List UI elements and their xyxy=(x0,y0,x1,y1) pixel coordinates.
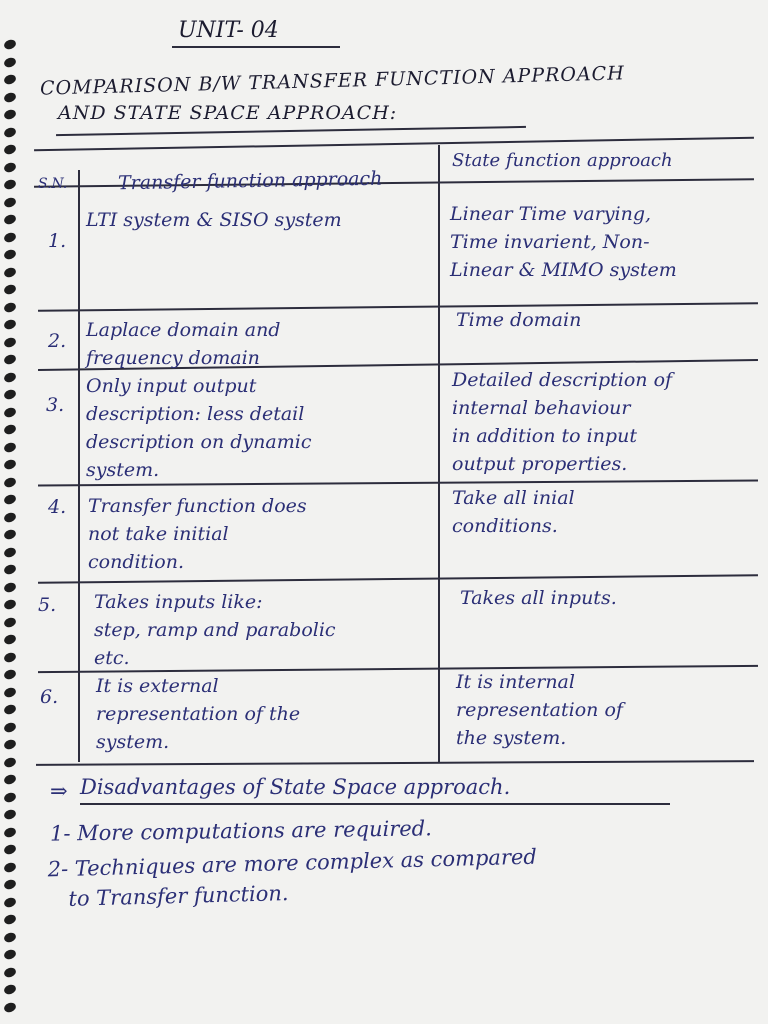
spiral-ring xyxy=(3,633,17,646)
row-2-state: Time domain xyxy=(456,309,582,331)
spiral-ring xyxy=(3,161,17,174)
spiral-ring xyxy=(3,843,17,856)
row-6-state: It is internal representation of the system. xyxy=(456,671,623,749)
spiral-ring xyxy=(3,423,17,436)
spiral-ring xyxy=(3,721,17,734)
spiral-ring xyxy=(3,931,17,944)
disadvantages-title: Disadvantages of State Space approach. xyxy=(80,775,511,799)
spiral-ring xyxy=(3,143,17,156)
row-5-sn: 5. xyxy=(38,594,57,616)
row-1-transfer: LTI system & SISO system xyxy=(86,209,342,231)
spiral-ring xyxy=(3,581,17,594)
header-sn: S.N. xyxy=(38,176,68,192)
spiral-ring xyxy=(3,651,17,664)
spiral-ring xyxy=(3,616,17,629)
spiral-ring xyxy=(3,126,17,139)
spiral-ring xyxy=(3,983,17,996)
spiral-ring xyxy=(3,371,17,384)
spiral-ring xyxy=(3,493,17,506)
row-6-transfer: It is external representation of the system. xyxy=(96,675,301,753)
spiral-ring xyxy=(3,511,17,524)
spiral-ring xyxy=(3,458,17,471)
spiral-binding xyxy=(0,0,22,1024)
spiral-ring xyxy=(3,388,17,401)
spiral-ring xyxy=(3,406,17,419)
header-transfer: Transfer function approach xyxy=(117,167,383,195)
row-1-state: Linear Time varying, Time invarient, Non- Linear & MIMO system xyxy=(450,203,677,281)
disadvantages-underline xyxy=(80,803,670,805)
spiral-ring xyxy=(3,73,17,86)
spiral-ring xyxy=(3,738,17,751)
spiral-ring xyxy=(3,91,17,104)
spiral-ring xyxy=(3,476,17,489)
row-2-transfer: Laplace domain and frequency domain xyxy=(86,319,281,369)
spiral-ring xyxy=(3,441,17,454)
table-bottom-line xyxy=(36,760,754,766)
unit-title: UNIT- 04 xyxy=(178,18,279,43)
row-divider-1 xyxy=(38,302,758,312)
spiral-ring xyxy=(3,861,17,874)
heading-line-1: COMPARISON B/W TRANSFER FUNCTION APPROACH xyxy=(39,62,626,100)
header-state: State function approach xyxy=(452,150,673,171)
heading-underline xyxy=(56,126,526,136)
spiral-ring xyxy=(3,598,17,611)
spiral-ring xyxy=(3,773,17,786)
spiral-ring xyxy=(3,248,17,261)
row-3-sn: 3. xyxy=(46,394,65,416)
row-3-transfer: Only input output description: less detail description on dynamic system. xyxy=(86,375,312,481)
middle-column-divider xyxy=(438,145,440,762)
spiral-ring xyxy=(3,686,17,699)
spiral-ring xyxy=(3,948,17,961)
spiral-ring xyxy=(3,826,17,839)
spiral-ring xyxy=(3,896,17,909)
row-2-sn: 2. xyxy=(48,330,67,352)
spiral-ring xyxy=(3,38,17,51)
spiral-ring xyxy=(3,703,17,716)
sn-column-divider xyxy=(78,170,80,762)
spiral-ring xyxy=(3,528,17,541)
spiral-ring xyxy=(3,791,17,804)
spiral-ring xyxy=(3,353,17,366)
spiral-ring xyxy=(3,336,17,349)
spiral-ring xyxy=(3,878,17,891)
spiral-ring xyxy=(3,318,17,331)
spiral-ring xyxy=(3,178,17,191)
disadvantage-item-1: 1- More computations are required. xyxy=(49,816,432,846)
spiral-ring xyxy=(3,56,17,69)
spiral-ring xyxy=(3,283,17,296)
spiral-ring xyxy=(3,108,17,121)
row-3-state: Detailed description of internal behaviour in addition to input output properties. xyxy=(452,369,673,475)
spiral-ring xyxy=(3,1001,17,1014)
spiral-ring xyxy=(3,231,17,244)
row-6-sn: 6. xyxy=(40,686,59,708)
spiral-ring xyxy=(3,808,17,821)
spiral-ring xyxy=(3,546,17,559)
row-5-transfer: Takes inputs like: step, ramp and parabolic etc. xyxy=(94,591,336,669)
row-4-transfer: Transfer function does not take initial condition. xyxy=(88,495,307,573)
spiral-ring xyxy=(3,913,17,926)
spiral-ring xyxy=(3,756,17,769)
spiral-ring xyxy=(3,196,17,209)
row-1-sn: 1. xyxy=(48,230,67,252)
row-4-sn: 4. xyxy=(48,496,67,518)
row-5-state: Takes all inputs. xyxy=(460,587,617,609)
spiral-ring xyxy=(3,301,17,314)
arrow-glyph: ⇒ xyxy=(50,779,68,803)
spiral-ring xyxy=(3,563,17,576)
heading-line-2: AND STATE SPACE APPROACH: xyxy=(58,102,398,124)
row-4-state: Take all inial conditions. xyxy=(452,487,575,537)
spiral-ring xyxy=(3,213,17,226)
spiral-ring xyxy=(3,966,17,979)
spiral-ring xyxy=(3,266,17,279)
disadvantage-item-2: 2- Techniques are more complex as compared to Transfer function. xyxy=(47,844,538,912)
unit-underline xyxy=(172,46,340,48)
spiral-ring xyxy=(3,668,17,681)
